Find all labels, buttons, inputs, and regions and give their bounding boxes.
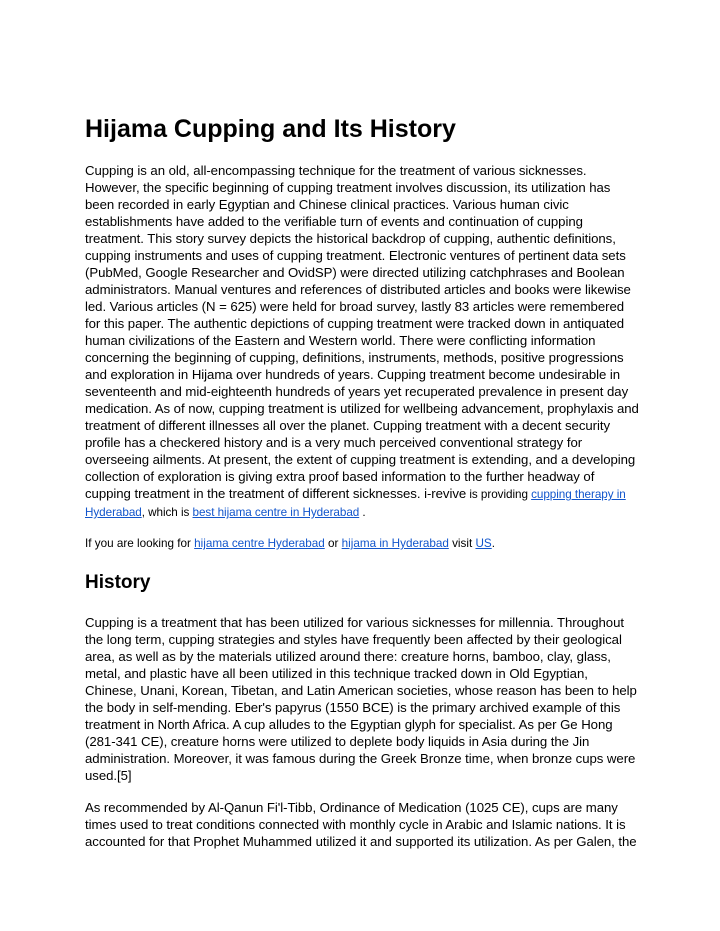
intro-end-text: . xyxy=(359,506,366,519)
info-or-text: or xyxy=(324,537,342,550)
cupping-therapy-link[interactable]: cupping therapy in Hyderabad xyxy=(85,488,626,519)
info-visit-text: visit xyxy=(448,537,476,550)
history-paragraph-2: As recommended by Al-Qanun Fi'l-Tibb, Ordinance of Medication (1025 CE), cups are many times used to treat conditions connected with monthly cycle in Arabic and Islamic nations. It is accounted for that Prophet Muhammed utilized it and supported its utilization. As per Galen, the xyxy=(85,800,637,849)
info-prefix: If you are looking for xyxy=(85,537,195,550)
hijama-centre-hyderabad-link[interactable]: hijama centre Hyderabad xyxy=(194,537,325,550)
intro-providing-text: is providing xyxy=(466,488,532,501)
document-page xyxy=(85,110,640,865)
intro-which-text: , which is xyxy=(141,506,193,519)
history-paragraph-1: Cupping is a treatment that has been utilized for various sicknesses for millennia. Throughout the long term, cupping strategies and styles have frequently been affected by their geological area, as well as by the materials utilized around there: creature horns, bamboo, clay, glass, metal, and plastic have all been utilized in this technique tracked down in Old Egyptian, Chinese, Unani, Korean, Tibetan, and Latin American societies, whose reason has been to help the body in self-mending. Eber's papyrus (1550 BCE) is the primary archived example of this treatment in North Africa. A cup alludes to the Egyptian glyph for specialist. As per Ge Hong (281-341 CE), creature horns were utilized to deplete body liquids in Asia during the Jin administration. Moreover, it was famous during the Greek Bronze time, when bronze cups were used.[5] xyxy=(85,615,637,783)
us-link[interactable]: US xyxy=(475,537,492,550)
best-hijama-centre-link[interactable]: best hijama centre in Hyderabad xyxy=(192,506,360,519)
hijama-in-hyderabad-link[interactable]: hijama in Hyderabad xyxy=(341,537,449,550)
intro-paragraph xyxy=(85,162,640,521)
page-title: Hijama Cupping and Its History xyxy=(85,115,456,143)
info-line xyxy=(85,536,640,552)
intro-text: Cupping is an old, all-encompassing technique for the treatment of various sicknesses. However, the specific beginning of cupping treatment involves discussion, its utilization has been recorded in early Egyptian and Chinese clinical practices. Various human civic establishments have added to the verifiable turn of events and continuation of cupping treatment. This story survey depicts the historical backdrop of cupping, authentic definitions, cupping instruments and uses of cupping treatment. Electronic ventures of pertinent data sets (PubMed, Google Researcher and OvidSP) were directed utilizing catchphrases and Boolean administrators. Manual ventures and references of distributed articles and books were likewise led. Various articles (N = 625) were held for broad survey, lastly 83 articles were remembered for this paper. The authentic depictions of cupping treatment were tracked down in antiquated human civilizations of the Eastern and Western world. There were conflicting information concerning the beginning of cupping, definitions, instruments, methods, positive progressions and exploration in Hijama over hundreds of years. Cupping treatment become undesirable in seventeenth and mid-eighteenth hundreds of years yet recuperated prevalence in present day medication. As of now, cupping treatment is utilized for wellbeing advancement, prophylaxis and treatment of different illnesses all over the planet. Cupping treatment with a decent security profile has a checkered history and is a very much perceived conventional strategy for overseeing ailments. At present, the extent of cupping treatment is extending, and a developing collection of exploration is giving extra proof based information to the further headway of cupping treatment in the treatment of different sicknesses. i-revive xyxy=(85,163,639,501)
history-heading: History xyxy=(85,572,151,593)
info-end-text: . xyxy=(491,537,495,550)
